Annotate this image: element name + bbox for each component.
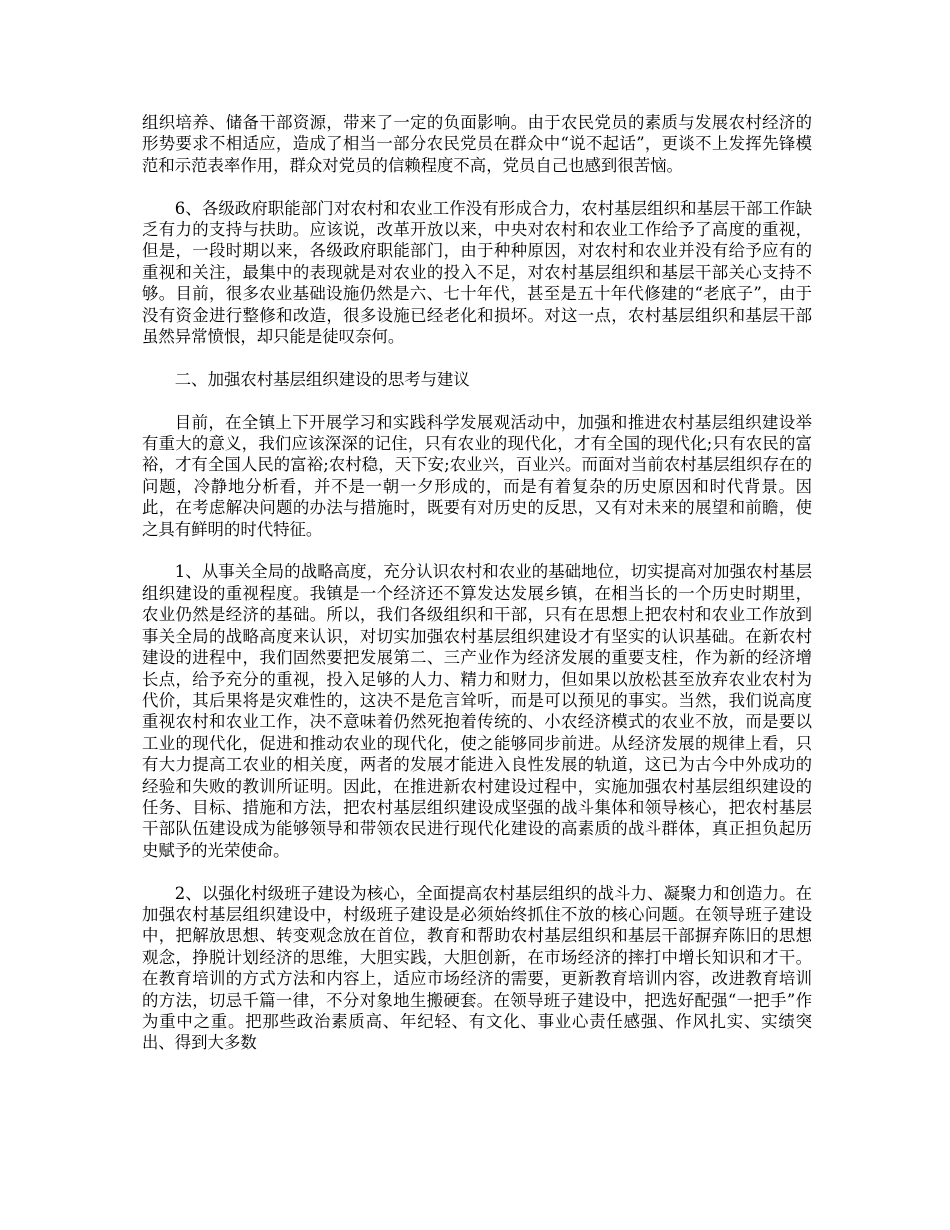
continued-paragraph: 组织培养、储备干部资源，带来了一定的负面影响。由于农民党员的素质与发展农村经济的形势要求不相适应，造成了相当一部分农民党员在群众中“说不起话”，更谈不上发挥先锋模范和示范表率作用，群众对党员的信赖程度不高，党员自己也感到很苦恼。 bbox=[142, 113, 812, 175]
paragraph-item-6: 6、各级政府职能部门对农村和农业工作没有形成合力，农村基层组织和基层干部工作缺乏有力的支持与扶助。应该说，改革开放以来，中央对农村和农业工作给予了高度的重视，但是，一段时期以来，各级政府职能部门，由于种种原因，对农村和农业并没有给予应有的重视和关注，最集中的表现就是对农业的投入不足，对农村基层组织和基层干部关心支持不够。目前，很多农业基础设施仍然是六、七十年代，甚至是五十年代修建的“老底子”，由于没有资金进行整修和改造，很多设施已经老化和损坏。对这一点，农村基层组织和基层干部虽然异常愤恨，却只能是徒叹奈何。 bbox=[142, 198, 812, 347]
paragraph-item-1: 1、从事关全局的战略高度，充分认识农村和农业的基础地位，切实提高对加强农村基层组织建设的重视程度。我镇是一个经济还不算发达发展乡镇，在相当长的一个历史时期里，农业仍然是经济的基础。所以，我们各级组织和干部，只有在思想上把农村和农业工作放到事关全局的战略高度来认识，对切实加强农村基层组织建设才有坚实的认识基础。在新农村建设的进程中，我们固然要把发展第二、三产业作为经济发展的重要支柱，作为新的经济增长点，给予充分的重视，投入足够的人力、精力和财力，但如果以放松甚至放弃农业农村为代价，其后果将是灾难性的，这决不是危言耸听，而是可以预见的事实。当然，我们说高度重视农村和农业工作，决不意味着仍然死抱着传统的、小农经济模式的农业不放，而是要以工业的现代化，促进和推动农业的现代化，使之能够同步前进。从经济发展的规律上看，只有大力提高工农业的相关度，两者的发展才能进入良性发展的轨道，这已为古今中外成功的经验和失败的教训所证明。因此，在推进新农村建设过程中，实施加强农村基层组织建设的任务、目标、措施和方法，把农村基层组织建设成坚强的战斗集体和领导核心，把农村基层干部队伍建设成为能够领导和带领农民进行现代化建设的高素质的战斗群体，真正担负起历史赋予的光荣使命。 bbox=[142, 562, 812, 860]
document-page bbox=[142, 112, 812, 1075]
paragraph-item-2: 2、以强化村级班子建设为核心，全面提高农村基层组织的战斗力、凝聚力和创造力。在加强农村基层组织建设中，村级班子建设是必须始终抓住不放的核心问题。在领导班子建设中，把解放思想、转变观念放在首位，教育和帮助农村基层组织和基层干部摒弃陈旧的思想观念，挣脱计划经济的思维，大胆实践，大胆创新，在市场经济的摔打中增长知识和才干。在教育培训的方式方法和内容上，适应市场经济的需要，更新教育培训内容，改进教育培训的方法，切忌千篇一律，不分对象地生搬硬套。在领导班子建设中，把选好配强“一把手”作为重中之重。把那些政治素质高、年纪轻、有文化、事业心责任感强、作风扎实、实绩突出、得到大多数 bbox=[142, 883, 812, 1053]
intro-paragraph: 目前，在全镇上下开展学习和实践科学发展观活动中，加强和推进农村基层组织建设举有重大的意义，我们应该深深的记住，只有农业的现代化，才有全国的现代化;只有农民的富裕，才有全国人民的富裕;农村稳，天下安;农业兴，百业兴。而面对当前农村基层组织存在的问题，冷静地分析看，并不是一朝一夕形成的，而是有着复杂的历史原因和时代背景。因此，在考虑解决问题的办法与措施时，既要有对历史的反思，又有对未来的展望和前瞻，使之具有鲜明的时代特征。 bbox=[142, 412, 812, 539]
section-heading: 二、加强农村基层组织建设的思考与建议 bbox=[174, 369, 470, 389]
